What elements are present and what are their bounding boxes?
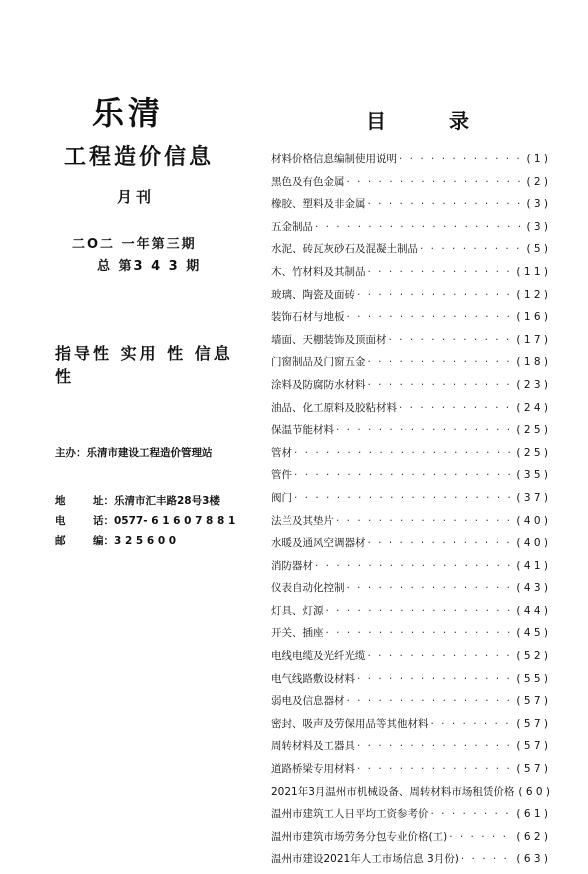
toc-entry-title: 门窗制品及门窗五金 [271, 356, 366, 369]
toc-leader-dots [368, 379, 515, 391]
toc-leader-dots [431, 718, 515, 730]
toc-entry-page: ( 5 7 ) [516, 740, 548, 753]
toc-entry-page: ( 5 5 ) [516, 672, 548, 685]
toc-entry-title: 管材 [271, 446, 292, 459]
toc-entry-page: ( 4 4 ) [516, 604, 548, 617]
toc-entry-page: ( 5 7 ) [516, 695, 548, 708]
toc-entry-title: 阀门 [271, 491, 292, 504]
toc-entry-page: ( 1 7 ) [516, 333, 548, 346]
toc-entry-page: ( 1 ) [526, 153, 548, 165]
toc-entry[interactable] [271, 806, 588, 829]
toc-entry-title: 材料价格信息编制使用说明 [271, 153, 397, 165]
toc-entry-page: ( 3 5 ) [516, 469, 548, 482]
toc-leader-dots [368, 537, 515, 549]
toc-leader-dots [389, 334, 515, 346]
cover-panel [0, 0, 260, 832]
toc-entry-title: 周转材料及工器具 [271, 740, 355, 753]
toc-entry-title: 装饰石材与地板 [271, 311, 345, 324]
toc-entry[interactable] [271, 354, 588, 377]
toc-entry-page: ( 1 8 ) [516, 356, 548, 369]
toc-entry-title: 法兰及其垫片 [271, 514, 334, 527]
toc-entry[interactable] [271, 174, 588, 197]
toc-entry-page: ( 1 1 ) [516, 265, 548, 278]
toc-entry[interactable] [271, 400, 588, 423]
toc-leader-dots [315, 560, 514, 572]
toc-entry-title: 管件 [271, 469, 292, 482]
contact-label: 电 [55, 515, 66, 527]
toc-entry[interactable] [271, 603, 588, 626]
toc-entry-page: ( 2 3 ) [516, 378, 548, 391]
toc-entry[interactable] [271, 625, 588, 648]
toc-entry-title: 温州市建筑工人日平均工资参考价 [271, 808, 429, 821]
toc-entry-page: ( 6 1 ) [516, 808, 548, 821]
toc-entry[interactable] [271, 264, 588, 287]
slogan: 指导性 实用 性 信息 性 [55, 344, 233, 386]
toc-entry-title: 密封、吸声及劳保用品等其他材料 [271, 717, 429, 730]
toc-leader-dots [326, 605, 515, 617]
toc-entry-title: 黑色及有色金属 [271, 175, 345, 188]
total-issue-number: 总 第3 4 3 期 [97, 259, 202, 274]
toc-entry-page: ( 1 2 ) [516, 288, 548, 301]
issue-number: 二O二 一年第三期 [72, 237, 197, 252]
table-of-contents [271, 151, 588, 874]
toc-entry[interactable] [271, 829, 588, 852]
toc-entry[interactable] [271, 671, 588, 694]
toc-entry-title: 墙面、天棚装饰及顶面材 [271, 333, 387, 346]
toc-leader-dots [399, 153, 524, 165]
toc-entry-title: 电线电缆及光纤光缆 [271, 650, 366, 663]
toc-entry[interactable] [271, 422, 588, 445]
host-organization: 主办：乐清市建设工程造价管理站 [55, 447, 213, 459]
toc-leader-dots [399, 402, 514, 414]
toc-entry[interactable] [271, 219, 588, 242]
contact-value: 址：乐清市汇丰路28号3楼 [93, 495, 220, 507]
contact-label: 地 [55, 495, 66, 507]
toc-leader-dots [315, 221, 524, 233]
toc-entry[interactable] [271, 738, 588, 761]
contact-line [55, 493, 220, 508]
toc-leader-dots [294, 447, 514, 459]
toc-entry[interactable] [271, 580, 588, 603]
toc-entry[interactable] [271, 332, 588, 355]
toc-leader-dots [431, 808, 515, 820]
toc-entry-page: ( 4 3 ) [516, 582, 548, 595]
toc-entry-page: ( 2 4 ) [516, 401, 548, 414]
toc-entry-title: 温州市建设2021年人工市场信息 3月份) [271, 853, 459, 866]
toc-entry-page: ( 4 0 ) [516, 514, 548, 527]
toc-entry-title: 橡胶、塑料及非金属 [271, 198, 366, 211]
toc-entry[interactable] [271, 445, 588, 468]
toc-entry-title: 玻璃、陶瓷及面砖 [271, 288, 355, 301]
toc-entry-title: 油品、化工原料及胶粘材料 [271, 401, 397, 414]
toc-entry-title: 仪表自动化控制 [271, 582, 345, 595]
toc-entry[interactable] [271, 535, 588, 558]
toc-entry[interactable] [271, 558, 588, 581]
toc-title: 目 录 [366, 109, 497, 133]
toc-entry[interactable] [271, 693, 588, 716]
toc-leader-dots [347, 695, 515, 707]
toc-leader-dots [294, 469, 514, 481]
toc-entry-page: ( 5 2 ) [516, 650, 548, 663]
toc-entry-page: ( 2 5 ) [516, 446, 548, 459]
toc-entry-page: ( 1 6 ) [516, 311, 548, 324]
toc-entry-page: ( 6 3 ) [516, 853, 548, 866]
toc-entry-title: 水暖及通风空调器材 [271, 537, 366, 550]
toc-entry-page: ( 5 7 ) [516, 717, 548, 730]
toc-entry-page: ( 4 1 ) [516, 559, 548, 572]
toc-entry-title: 弱电及信息器材 [271, 695, 345, 708]
toc-entry-page: ( 4 5 ) [516, 627, 548, 640]
toc-leader-dots [347, 176, 525, 188]
toc-entry[interactable] [271, 287, 588, 310]
toc-entry[interactable] [271, 513, 588, 536]
toc-leader-dots [326, 627, 515, 639]
contact-label: 邮 [55, 535, 66, 547]
publication-frequency: 月刊 [117, 188, 156, 206]
toc-leader-dots [368, 266, 515, 278]
toc-entry[interactable] [271, 196, 588, 219]
toc-entry-title: 开关、插座 [271, 627, 324, 640]
toc-entry[interactable] [271, 851, 588, 874]
toc-entry-page: ( 2 ) [526, 175, 548, 188]
toc-entry-title: 电气线路敷设材料 [271, 672, 355, 685]
toc-entry[interactable] [271, 151, 588, 174]
toc-entry-page: ( 3 ) [526, 220, 548, 233]
toc-entry[interactable] [271, 761, 588, 784]
toc-entry-title: 五金制品 [271, 220, 313, 233]
toc-leader-dots [420, 243, 524, 255]
toc-entry[interactable] [271, 784, 588, 807]
toc-leader-dots [357, 740, 514, 752]
toc-entry[interactable] [271, 490, 588, 513]
contact-line [55, 533, 176, 548]
toc-entry-title: 木、竹材料及其制品 [271, 265, 366, 278]
toc-entry-page: ( 2 5 ) [516, 424, 548, 437]
toc-leader-dots [449, 831, 514, 843]
toc-entry-title: 灯具、灯源 [271, 604, 324, 617]
publication-title: 工程造价信息 [64, 145, 215, 170]
toc-leader-dots [357, 673, 514, 685]
toc-leader-dots [368, 650, 515, 662]
toc-leader-dots [294, 492, 514, 504]
toc-leader-dots [357, 289, 514, 301]
toc-leader-dots [461, 853, 515, 865]
contact-line [55, 513, 235, 528]
toc-leader-dots [336, 424, 514, 436]
contact-value: 编：3 2 5 6 0 0 [93, 535, 177, 547]
toc-leader-dots [336, 515, 514, 527]
toc-entry-page: ( 6 2 ) [516, 830, 548, 843]
toc-entry[interactable] [271, 467, 588, 490]
toc-leader-dots [368, 198, 525, 210]
toc-entry-page: ( 4 0 ) [516, 537, 548, 550]
toc-entry-page: ( 5 ) [526, 243, 548, 256]
toc-entry-page: ( 3 7 ) [516, 491, 548, 504]
toc-entry-page: ( 6 0 ) [518, 785, 550, 798]
toc-entry[interactable] [271, 377, 588, 400]
toc-entry-title: 道路桥梁专用材料 [271, 763, 355, 776]
toc-entry-title: 温州市建筑市场劳务分包专业价格(工) [271, 830, 448, 843]
toc-entry[interactable] [271, 241, 588, 264]
toc-leader-dots [357, 763, 514, 775]
toc-entry-title: 保温节能材料 [271, 424, 334, 437]
toc-leader-dots [368, 356, 515, 368]
toc-entry-page: ( 3 ) [526, 198, 548, 211]
toc-entry-title: 2021年3月温州市机械设备、周转材料市场租赁价格 [271, 785, 515, 798]
toc-entry[interactable] [271, 309, 588, 332]
toc-entry-title: 消防器材 [271, 559, 313, 572]
toc-leader-dots [347, 582, 515, 594]
toc-entry-page: ( 5 7 ) [516, 763, 548, 776]
toc-leader-dots [347, 311, 515, 323]
contact-value: 话：0577- 6 1 6 0 7 8 8 1 [93, 515, 236, 527]
toc-entry-title: 涂料及防腐防水材料 [271, 378, 366, 391]
toc-entry-title: 水泥、砖瓦灰砂石及混凝土制品 [271, 243, 418, 256]
publication-logo: 乐清 [92, 94, 165, 132]
toc-entry[interactable] [271, 716, 588, 739]
toc-entry[interactable] [271, 648, 588, 671]
